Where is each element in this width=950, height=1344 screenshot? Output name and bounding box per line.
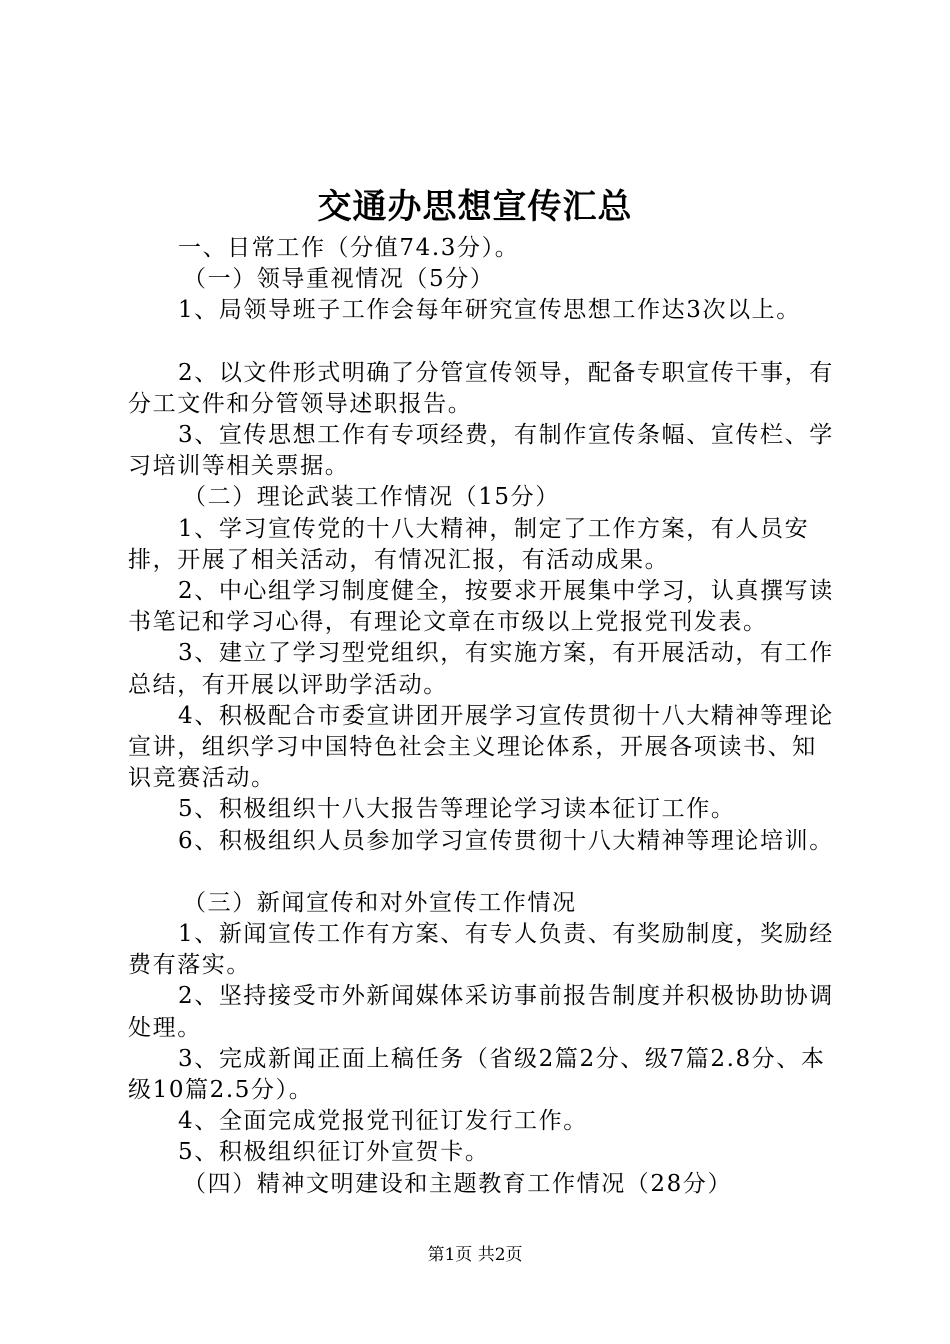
paragraph: 3、完成新闻正面上稿任务（省级2篇2分、级7篇2.8分、本级10篇2.5分）。 xyxy=(128,1045,826,1104)
document-title: 交通办思想宣传汇总 xyxy=(317,187,633,227)
paragraph: 4、积极配合市委宣讲团开展学习宣传贯彻十八大精神等理论宣讲，组织学习中国特色社会主义理论体系，开展各项读书、知识竞赛活动。 xyxy=(128,702,834,792)
paragraph: 2、中心组学习制度健全，按要求开展集中学习，认真撰写读书笔记和学习心得，有理论文章在市级以上党报党刊发表。 xyxy=(128,578,834,636)
section-heading: 一、日常工作（分值74.3分）。 xyxy=(178,235,520,261)
paragraph: 5、积极组织十八大报告等理论学习读本征订工作。 xyxy=(178,796,736,823)
blank-line xyxy=(128,327,840,358)
paragraph: 3、建立了学习型党组织，有实施方案，有开展活动，有工作总结，有开展以评助学活动。 xyxy=(128,640,834,698)
paragraph: 2、坚持接受市外新闻媒体采访事前报告制度并积极协助协调处理。 xyxy=(128,983,834,1041)
subsection-heading: （三）新闻宣传和对外宣传工作情况 xyxy=(183,889,577,916)
page-footer: 第1页 共2页 xyxy=(427,1245,523,1265)
paragraph: 2、以文件形式明确了分管宣传领导，配备专职宣传干事，有分工文件和分管领导述职报告。 xyxy=(128,359,834,417)
paragraph: 3、宣传思想工作有专项经费，有制作宣传条幅、宣传栏、学习培训等相关票据。 xyxy=(128,422,834,480)
subsection-heading: （一）领导重视情况（5分） xyxy=(183,266,495,293)
subsection-heading: （四）精神文明建设和主题教育工作情况（28分） xyxy=(183,1170,733,1197)
paragraph: 1、局领导班子工作会每年研究宣传思想工作达3次以上。 xyxy=(178,297,801,324)
blank-line xyxy=(128,857,840,888)
paragraph: 5、积极组织征订外宣贺卡。 xyxy=(178,1139,490,1166)
document-body xyxy=(128,233,840,1200)
paragraph: 1、新闻宣传工作有方案、有专人负责、有奖励制度，奖励经费有落实。 xyxy=(128,921,834,979)
paragraph: 1、学习宣传党的十八大精神，制定了工作方案，有人员安排，开展了相关活动，有情况汇报，有活动成果。 xyxy=(128,515,810,573)
paragraph: 4、全面完成党报党刊征订发行工作。 xyxy=(178,1108,588,1135)
paragraph: 6、积极组织人员参加学习宣传贯彻十八大精神等理论培训。 xyxy=(178,827,834,854)
subsection-heading: （二）理论武装工作情况（15分） xyxy=(183,484,560,511)
